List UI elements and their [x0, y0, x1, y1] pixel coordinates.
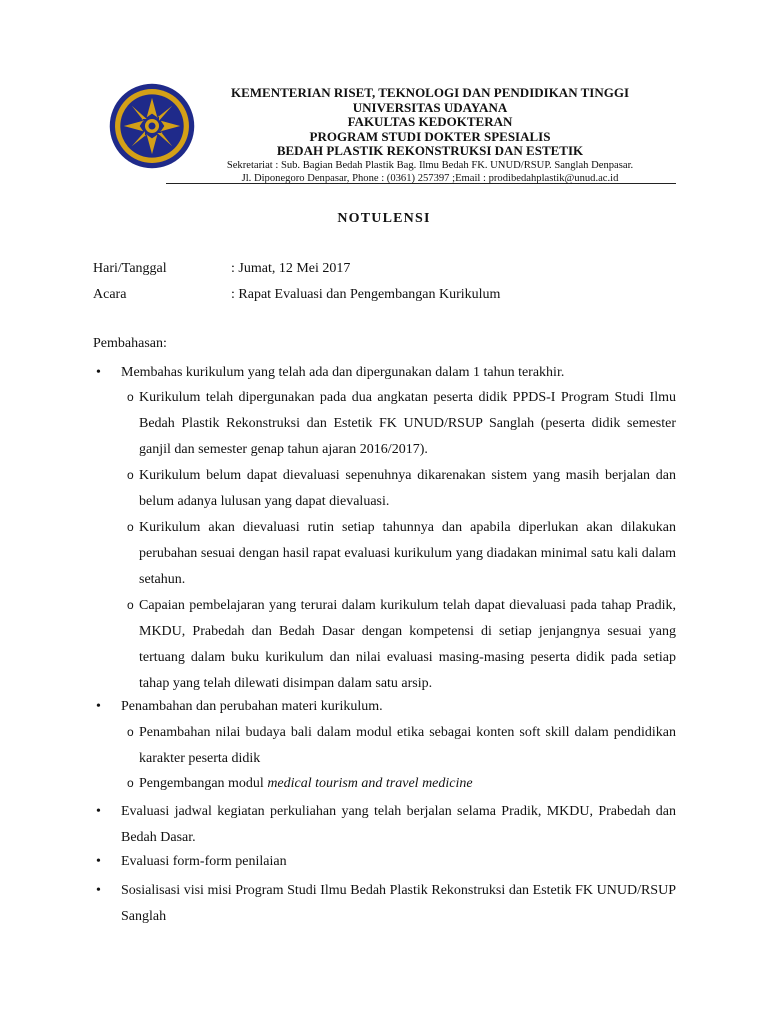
- sub-item-prefix: Pengembangan modul: [139, 776, 268, 791]
- discussion-label: Pembahasan:: [93, 336, 167, 351]
- sub-marker: o: [127, 776, 134, 790]
- bullet-marker: •: [96, 854, 101, 869]
- sub-item-italic: medical tourism and travel medicine: [267, 776, 473, 791]
- sub-list-item-text: Kurikulum akan dievaluasi rutin setiap tahunnya dan apabila diperlukan akan dilakukan perubahan sesuai dengan hasil rapat evaluasi kurikulum yang diadakan minimal satu kali dalam setahun.: [139, 520, 676, 587]
- sub-list-item: [124, 771, 676, 797]
- sub-list-item-text: Kurikulum telah dipergunakan pada dua angkatan peserta didik PPDS-I Program Studi Ilmu Bedah Plastik Rekonstruksi dan Estetik FK UNUD/RSUP Sanglah (peserta didik semester ganjil dan semester genap tahun ajaran 2016/2017).: [139, 390, 676, 457]
- sub-list-item: [124, 463, 676, 515]
- meta-event-value: : Rapat Evaluasi dan Pengembangan Kurikulum: [231, 287, 501, 302]
- sub-list-item-text: Capaian pembelajaran yang terurai dalam kurikulum telah dapat dievaluasi pada tahap Pradik, MKDU, Prabedah dan Bedah Dasar dengan kompetensi di setiap jenjangnya sesuai yang tertuang dalam buku kurikulum dan nilai evaluasi masing-masing peserta didik pada setiap tahap yang telah dilewati disimpan dalam satu arsip.: [139, 598, 676, 691]
- meta-day-row: [93, 261, 350, 277]
- letterhead: [200, 86, 660, 185]
- letterhead-university: UNIVERSITAS UDAYANA: [352, 99, 508, 115]
- document-title: NOTULENSI: [337, 211, 431, 226]
- list-item: [93, 849, 676, 875]
- university-seal-icon: [108, 82, 196, 170]
- sub-marker: o: [127, 598, 134, 612]
- letterhead-divider: [166, 183, 676, 184]
- list-item: [93, 360, 676, 386]
- list-item-text: Evaluasi jadwal kegiatan perkuliahan yang telah berjalan selama Pradik, MKDU, Prabedah dan Bedah Dasar.: [121, 804, 676, 845]
- bullet-marker: •: [96, 883, 101, 898]
- sub-marker: o: [127, 725, 134, 739]
- meta-event-row: [93, 287, 500, 303]
- sub-marker: o: [127, 390, 134, 404]
- meta-day-label: Hari/Tanggal: [93, 261, 167, 276]
- bullet-marker: •: [96, 365, 101, 380]
- letterhead-department: BEDAH PLASTIK REKONSTRUKSI DAN ESTETIK: [276, 143, 584, 158]
- sub-list-item: [124, 593, 676, 697]
- letterhead-secretariat: Sekretariat : Sub. Bagian Bedah Plastik Bag. Ilmu Bedah FK. UNUD/RSUP. Sanglah Denpasar.: [226, 159, 634, 171]
- letterhead-program: PROGRAM STUDI DOKTER SPESIALIS: [309, 128, 551, 144]
- letterhead-faculty: FAKULTAS KEDOKTERAN: [347, 114, 513, 129]
- sub-list-item: [124, 720, 676, 772]
- sub-list-item-text: Kurikulum belum dapat dievaluasi sepenuhnya dikarenakan sistem yang masih berjalan dan belum adanya lulusan yang dapat dievaluasi.: [139, 468, 676, 509]
- list-item: [93, 694, 676, 720]
- list-item: [93, 878, 676, 930]
- sub-list-item: [124, 515, 676, 593]
- list-item-text: Sosialisasi visi misi Program Studi Ilmu Bedah Plastik Rekonstruksi dan Estetik FK UNUD/RSUP Sanglah: [121, 883, 676, 924]
- letterhead-address: Jl. Diponegoro Denpasar, Phone : (0361) 257397 ;Email : prodibedahplastik@unud.ac.id: [241, 172, 619, 184]
- letterhead-ministry: KEMENTERIAN RISET, TEKNOLOGI DAN PENDIDIKAN TINGGI: [230, 85, 630, 100]
- sub-list-item: [124, 385, 676, 463]
- meta-event-label: Acara: [93, 287, 127, 302]
- sub-marker: o: [127, 468, 134, 482]
- bullet-marker: •: [96, 804, 101, 819]
- list-item: [93, 799, 676, 851]
- list-item-text: Penambahan dan perubahan materi kurikulum.: [121, 699, 383, 714]
- sub-marker: o: [127, 520, 134, 534]
- list-item-text: Evaluasi form-form penilaian: [121, 854, 287, 869]
- sub-list-item-text: [139, 771, 676, 797]
- sub-list-item-text: Penambahan nilai budaya bali dalam modul etika sebagai konten soft skill dalam pendidikan karakter peserta didik: [139, 725, 676, 766]
- list-item-text: Membahas kurikulum yang telah ada dan dipergunakan dalam 1 tahun terakhir.: [121, 365, 565, 380]
- bullet-marker: •: [96, 699, 101, 714]
- meta-day-value: : Jumat, 12 Mei 2017: [231, 261, 351, 276]
